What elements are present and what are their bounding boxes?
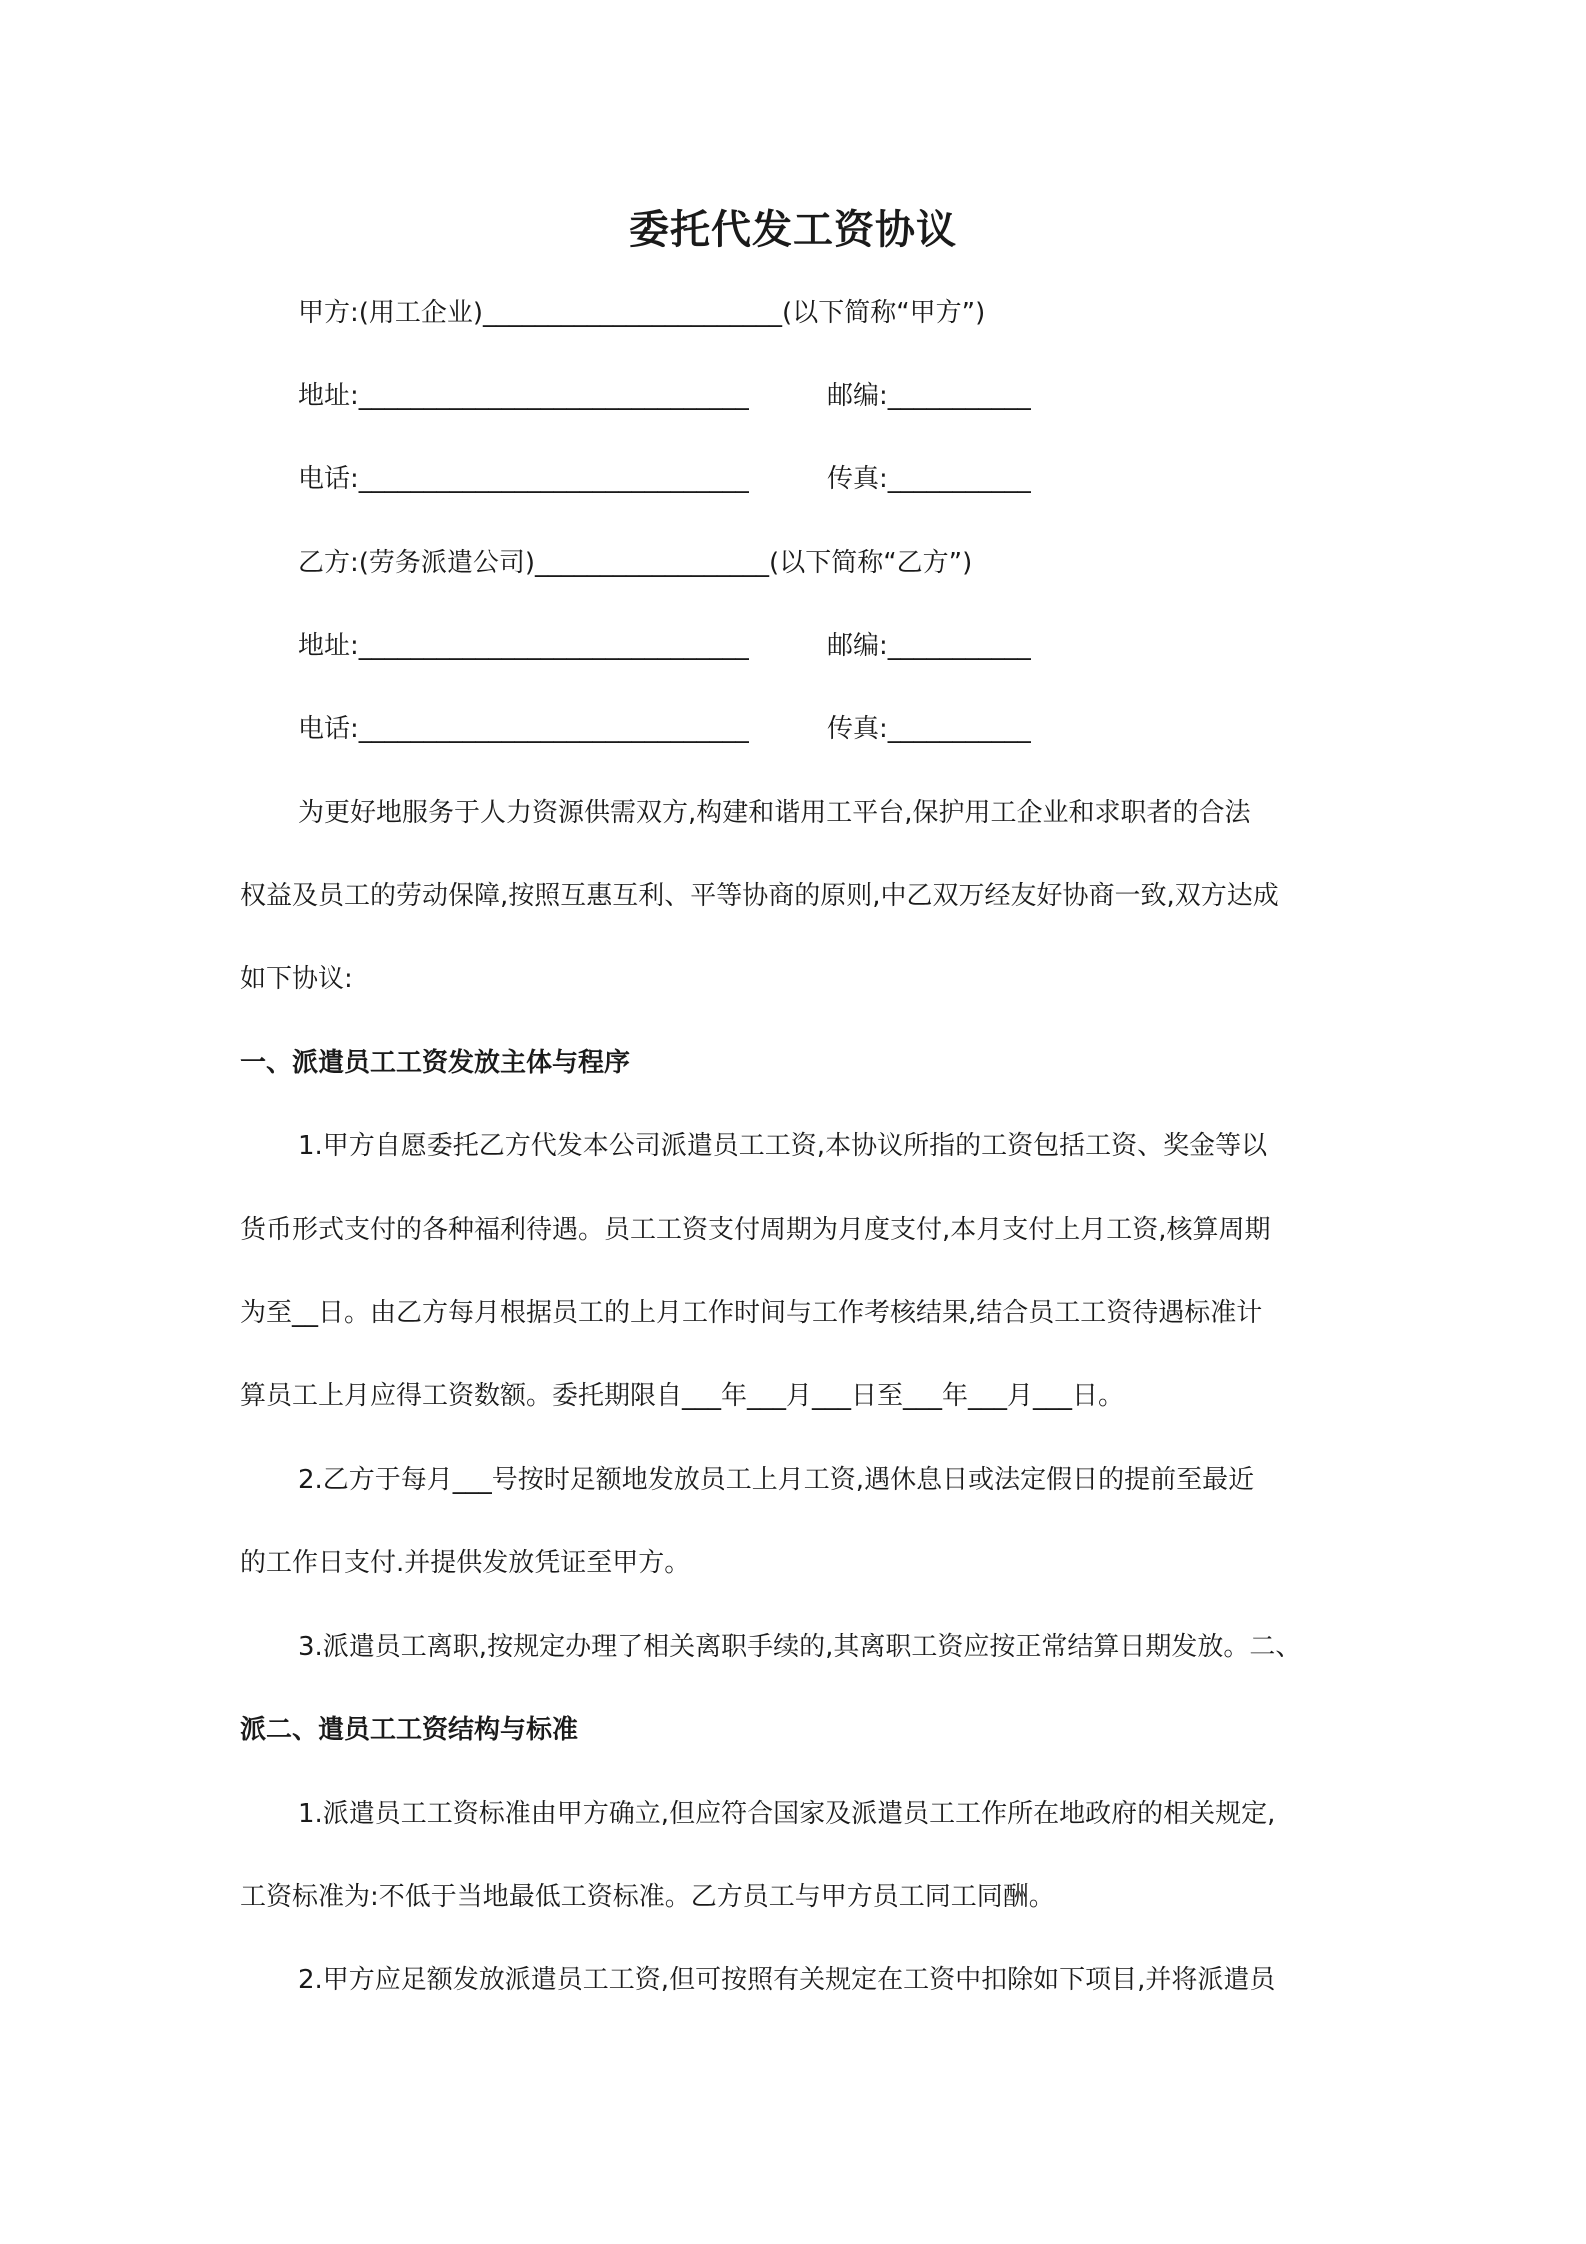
section-1-item-1-line: 算员工上月应得工资数额。委托期限自___年___月___日至___年___月___日。 (240, 1381, 1125, 1411)
party-b-phone-line: 电话:______________________________ (298, 714, 749, 744)
party-a-fax-line: 传真:___________ (827, 464, 1031, 494)
section-1-item-1-line: 为至__日。由乙方每月根据员工的上月工作时间与工作考核结果,结合员工工资待遇标准计 (240, 1298, 1263, 1328)
section-1-item-2-line: 2.乙方于每月___号按时足额地发放员工上月工资,遇休息日或法定假日的提前至最近 (298, 1465, 1255, 1495)
party-a-address-line: 地址:______________________________ (298, 381, 749, 411)
party-a-phone-line: 电话:______________________________ (298, 464, 749, 494)
section-1-item-2-line: 的工作日支付.并提供发放凭证至甲方。 (240, 1548, 691, 1578)
preamble-line: 为更好地服务于人力资源供需双方,构建和谐用工平台,保护用工企业和求职者的合法 (298, 798, 1251, 828)
section-1-item-1-line: 货币形式支付的各种福利待遇。员工工资支付周期为月度支付,本月支付上月工资,核算周期 (240, 1215, 1271, 1245)
section-1-heading: 一、派遣员工工资发放主体与程序 (240, 1048, 631, 1078)
party-b-postcode-line: 邮编:___________ (827, 631, 1031, 661)
section-1-item-3-line: 3.派遣员工离职,按规定办理了相关离职手续的,其离职工资应按正常结算日期发放。二、 (298, 1632, 1302, 1662)
preamble-line: 权益及员工的劳动保障,按照互惠互利、平等协商的原则,中乙双万经友好协商一致,双方达成 (240, 881, 1279, 911)
section-2-item-2-line: 2.甲方应足额发放派遣员工工资,但可按照有关规定在工资中扣除如下项目,并将派遣员 (298, 1965, 1276, 1995)
document-title: 委托代发工资协议 (629, 207, 957, 253)
party-b-name-line: 乙方:(劳务派遣公司)__________________(以下简称“乙方”) (298, 548, 973, 578)
party-b-fax-line: 传真:___________ (827, 714, 1031, 744)
preamble-line: 如下协议: (240, 964, 353, 994)
section-2-heading: 派二、遣员工工资结构与标准 (240, 1715, 579, 1745)
section-2-item-1-line: 1.派遣员工工资标准由甲方确立,但应符合国家及派遣员工工作所在地政府的相关规定, (298, 1799, 1276, 1829)
party-b-address-line: 地址:______________________________ (298, 631, 749, 661)
party-a-name-line: 甲方:(用工企业)_______________________(以下简称“甲方”) (298, 298, 986, 328)
section-1-item-1-line: 1.甲方自愿委托乙方代发本公司派遣员工工资,本协议所指的工资包括工资、奖金等以 (298, 1131, 1268, 1161)
section-2-item-1-line: 工资标准为:不低于当地最低工资标准。乙方员工与甲方员工同工同酬。 (240, 1882, 1055, 1912)
party-a-postcode-line: 邮编:___________ (827, 381, 1031, 411)
